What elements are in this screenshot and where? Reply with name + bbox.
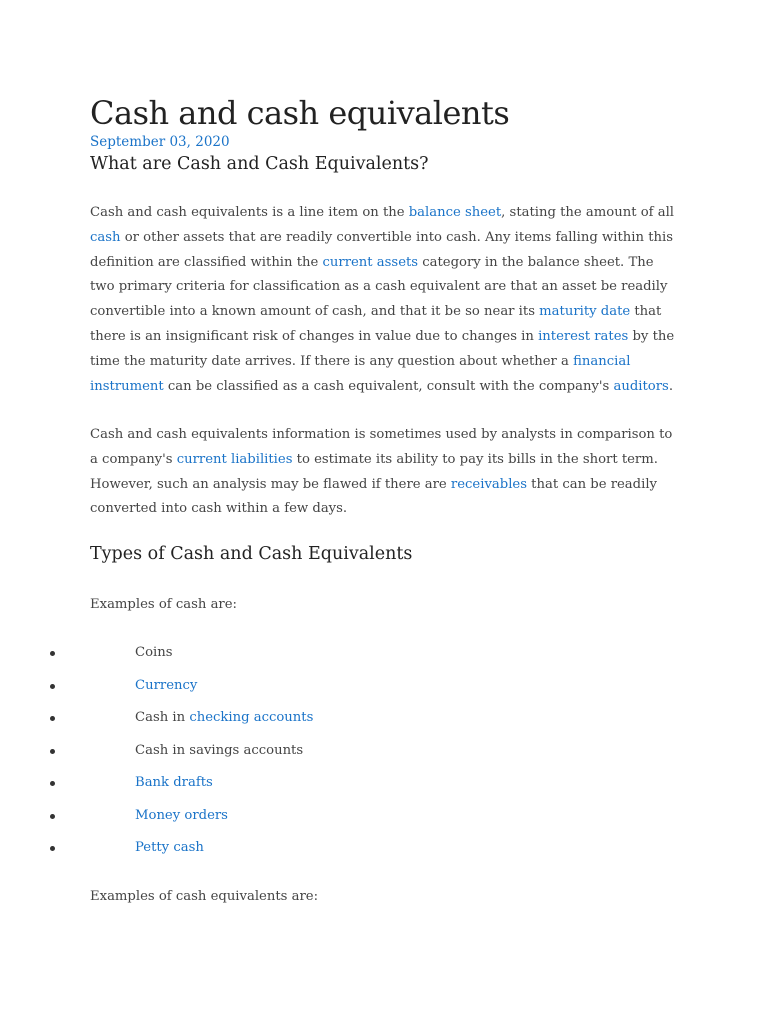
text-span: that there is an insignificant risk of changes in value due to changes in: [90, 304, 662, 344]
examples-equivalents-intro: Examples of cash equivalents are:: [90, 889, 319, 904]
section-heading-what: What are Cash and Cash Equivalents?: [90, 154, 429, 174]
link-current-liabilities[interactable]: current liabilities: [176, 451, 293, 467]
text-span: or other assets that are readily convertible into cash. Any items falling within this definition are classified within the: [90, 229, 673, 270]
item-bank-drafts-wrapper: [135, 770, 213, 796]
text-span: Cash and cash equivalents is a line item on the: [90, 205, 409, 220]
text-span: by the time the maturity date arrives. If there is any question about whether a: [90, 328, 675, 369]
link-checking-accounts[interactable]: checking accounts: [189, 710, 314, 725]
link-petty-cash[interactable]: Petty cash: [135, 840, 204, 855]
bullet-icon: [50, 716, 55, 721]
link-interest-rates[interactable]: interest rates: [538, 328, 629, 344]
link-auditors[interactable]: auditors: [613, 378, 669, 394]
text-span: that can be readily converted into cash within a few days.: [90, 476, 657, 517]
item-savings: Cash in savings accounts: [135, 742, 304, 758]
link-maturity-date[interactable]: maturity date: [539, 304, 631, 320]
text-span: can be classified as a cash equivalent, consult with the company's: [163, 378, 614, 394]
item-checking-prefix: Cash in: [135, 710, 190, 725]
bullet-icon: [50, 749, 55, 754]
link-money-orders[interactable]: Money orders: [135, 807, 228, 823]
link-currency[interactable]: Currency: [135, 677, 198, 693]
item-coins: Coins: [135, 645, 173, 660]
text-span: .: [668, 378, 674, 394]
page-title: Cash and cash equivalents: [90, 94, 510, 132]
section-heading-types: Types of Cash and Cash Equivalents: [90, 544, 413, 564]
link-cash[interactable]: cash: [90, 229, 121, 245]
link-financial-instrument[interactable]: financial instrument: [90, 353, 631, 394]
item-money-orders-wrapper: [135, 803, 228, 829]
link-bank-drafts[interactable]: Bank drafts: [135, 775, 213, 790]
bullet-icon: [50, 781, 55, 786]
bullet-icon: [50, 651, 55, 656]
paragraph-definition: [90, 201, 680, 399]
bullet-icon: [50, 684, 55, 689]
link-current-assets[interactable]: current assets: [322, 254, 419, 270]
bullet-icon: [50, 846, 55, 851]
item-currency-wrapper: [135, 673, 197, 699]
publish-date-link[interactable]: September 03, 2020: [90, 134, 230, 150]
text-span: category in the balance sheet. The two primary criteria for classification as a cash equivalent are that an asset be readily convertible into a known amount of cash, and that it be so near its: [90, 254, 668, 320]
link-receivables[interactable]: receivables: [450, 476, 527, 492]
examples-cash-intro: Examples of cash are:: [90, 597, 237, 612]
item-checking-wrapper: [135, 705, 313, 731]
link-balance-sheet[interactable]: balance sheet: [408, 205, 502, 220]
paragraph-analysis: [90, 423, 680, 522]
item-petty-cash-wrapper: [135, 835, 204, 861]
text-span: to estimate its ability to pay its bills in the short term. However, such an analysis may be flawed if there are: [90, 451, 658, 492]
text-span: , stating the amount of all: [501, 205, 675, 220]
bullet-icon: [50, 814, 55, 819]
text-span: Cash and cash equivalents information is sometimes used by analysts in comparison to a company's: [90, 427, 673, 467]
